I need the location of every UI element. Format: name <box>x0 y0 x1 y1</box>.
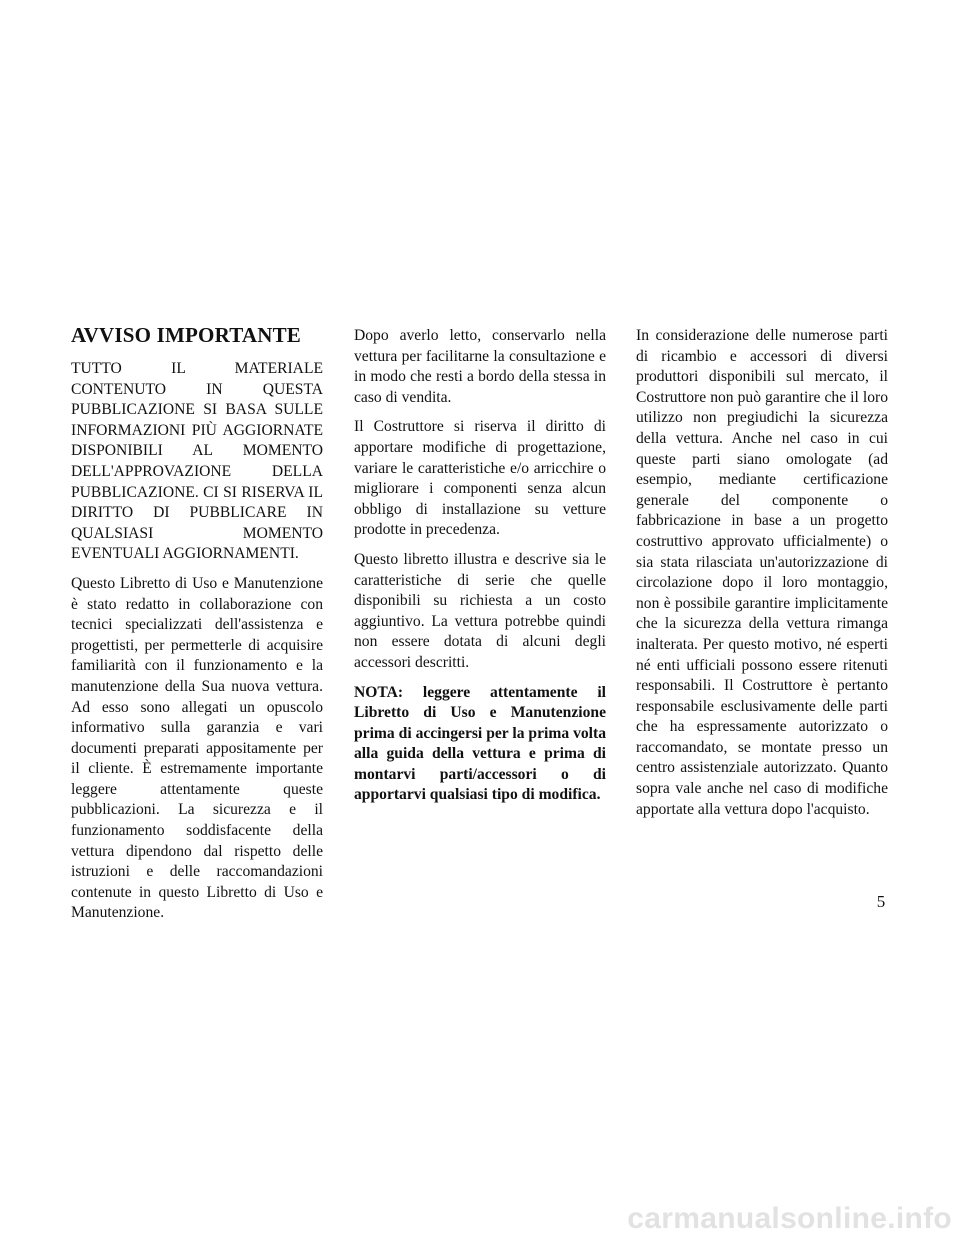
modifications-paragraph: Il Costruttore si riserva il diritto di apportare modifiche di progettazione, variare le caratteristiche e/o arricchire o migliorare i componenti senza alcun obbligo di installazione su vetture prodotte in precedenza. <box>354 418 606 539</box>
watermark: carmanualsonline.info <box>627 1202 952 1235</box>
page-heading: AVVISO IMPORTANTE <box>71 323 302 347</box>
column-right <box>636 326 888 829</box>
page-number: 5 <box>876 892 886 911</box>
spare-parts-paragraph: In considerazione delle numerose parti di ricambio e accessori di diversi produttori disponibili sul mercato, il Costruttore non può garantire che il loro utilizzo non pregiudichi la sicurezza della vettura. Anche nel caso in cui queste parti siano omologate (ad esempio, mediante certificazione generale del componente o fabbricazione in base a un progetto costruttivo approvato ufficialmente) o sia stata rilasciata un'autorizzazione di circolazione dopo il loro montaggio, non è possibile garantire implicitamente che la sicurezza della vettura rimanga inalterata. Per questo motivo, né esperti né enti ufficiali possono essere ritenuti responsabili. Il Costruttore è pertanto responsabile esclusivamente delle parti che ha espressamente autorizzato o raccomandato, se montate presso un centro assistenziale autorizzato. Quanto sopra vale anche nel caso di modifiche apportate alla vettura dopo l'acquisto. <box>636 327 888 818</box>
features-paragraph: Questo libretto illustra e descrive sia le caratteristiche di serie che quelle disponibili su richiesta a un costo aggiuntivo. La vettura potrebbe quindi non essere dotata di alcuni degli accessori descritti. <box>354 550 606 671</box>
warning-caps-paragraph: TUTTO IL MATERIALE CONTENUTO IN QUESTA PUBBLICAZIONE SI BASA SULLE INFORMAZIONI PIÙ AGGIORNATE DISPONIBILI AL MOMENTO DELL'APPROVAZIONE DELLA PUBBLICAZIONE. CI SI RISERVA IL DIRITTO DI PUBBLICARE IN QUALSIASI MOMENTO EVENTUALI AGGIORNAMENTI. <box>71 360 323 563</box>
note-paragraph: NOTA: leggere attentamente il Libretto di Uso e Manutenzione prima di accingersi per la prima volta alla guida della vettura e prima di montarvi parti/accessori o di apportarvi qualsiasi tipo di modifica. <box>354 683 606 804</box>
keep-manual-paragraph: Dopo averlo letto, conservarlo nella vettura per facilitarne la consultazione e in modo che resti a bordo della stessa in caso di vendita. <box>354 327 606 406</box>
column-middle <box>354 326 606 815</box>
warning-block <box>71 359 323 565</box>
column-left <box>71 323 323 933</box>
intro-paragraph: Questo Libretto di Uso e Manutenzione è stato redatto in collaborazione con tecnici specializzati dell'assistenza e progettisti, per permetterle di acquisire familiarità con il funzionamento e la manutenzione della Sua nuova vettura. Ad esso sono allegati un opuscolo informativo sulla garanzia e vari documenti preparati appositamente per il cliente. È estremamente importante leggere attentamente queste pubblicazioni. La sicurezza e il funzionamento soddisfacente della vettura dipendono dal rispetto delle istruzioni e delle raccomandazioni contenute in questo Libretto di Uso e Manutenzione. <box>71 574 323 922</box>
